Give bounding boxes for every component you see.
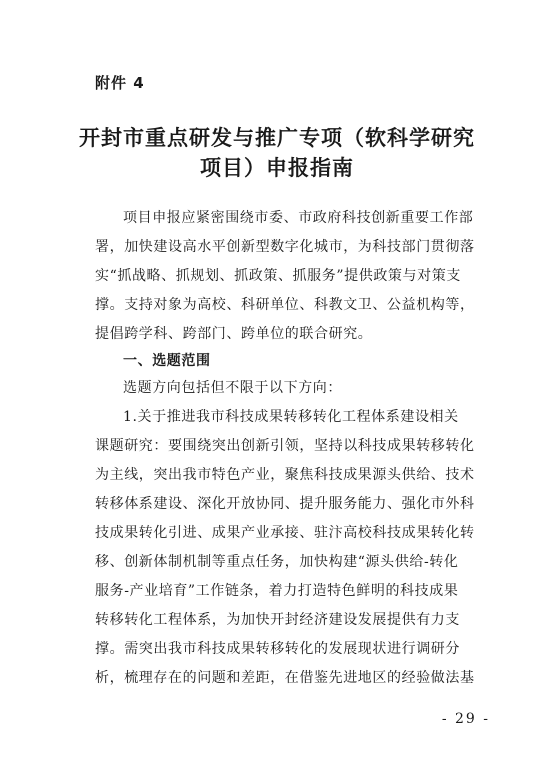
- body-line: 选题方向包括但不限于以下方向：: [123, 380, 342, 396]
- body-line: 课题研究：要围绕突出创新引领，坚持以科技成果转移转化: [95, 438, 475, 454]
- body-line: 服务-产业培育”工作链条，着力打造特色鲜明的科技成果: [95, 583, 459, 599]
- body-line: 项目申报应紧密围绕市委、市政府科技创新重要工作部: [123, 210, 474, 226]
- document-title-line-1: 开封市重点研发与推广专项（软科学研究: [79, 125, 475, 150]
- body-line: 移、创新体制机制等重点任务，加快构建“源头供给-转化: [95, 554, 459, 570]
- body-line: 撑。需突出我市科技成果转移转化的发展现状进行调研分: [95, 641, 460, 657]
- body-line: 1.关于推进我市科技成果转移转化工程体系建设相关: [123, 409, 459, 425]
- body-line: 析，梳理存在的问题和差距，在借鉴先进地区的经验做法基: [95, 670, 475, 686]
- body-line: 撑。支持对象为高校、科研单位、科教文卫、公益机构等，: [95, 297, 475, 313]
- body-line: 署，加快建设高水平创新型数字化城市，为科技部门贯彻落: [95, 239, 475, 255]
- page-number: - 29 -: [441, 711, 490, 727]
- body-line: 提倡跨学科、跨部门、跨单位的联合研究。: [95, 326, 373, 342]
- body-line: 为主线，突出我市特色产业，聚焦科技成果源头供给、技术: [95, 467, 475, 483]
- section-heading: 一、选题范围: [123, 353, 211, 369]
- body-line: 转移体系建设、深化开放协同、提升服务能力、强化市外科: [95, 496, 475, 512]
- body-line: 转移转化工程体系，为加快开封经济建设发展提供有力支: [95, 612, 460, 628]
- body-line: 技成果转化引进、成果产业承接、驻汴高校科技成果转化转: [95, 525, 475, 541]
- attachment-label: 附件 4: [95, 74, 145, 92]
- document-title-line-2: 项目）申报指南: [200, 155, 354, 180]
- body-line: 实“抓战略、抓规划、抓政策、抓服务”提供政策与对策支: [95, 268, 461, 284]
